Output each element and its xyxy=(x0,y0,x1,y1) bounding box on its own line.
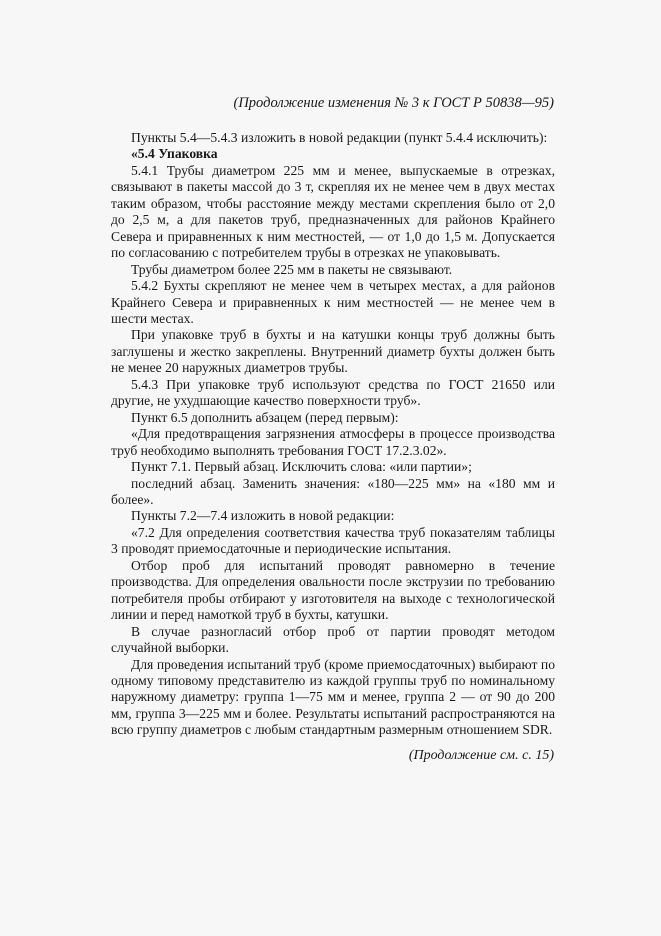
paragraph-7-1-last: последний абзац. Заменить значения: «180—225 мм» на «180 мм и более». xyxy=(111,475,555,507)
page-footer-continuation: (Продолжение см. с. 15) xyxy=(408,748,554,763)
paragraph-7-2-sampling: Отбор проб для испытаний проводят равномерно в течение производства. Для определения овальности после экструзии по требованию потребителя пробы отбирают у изготовителя на выходе с технологической линии и перед намоткой труб в бухты, катушки. xyxy=(111,557,555,623)
paragraph-7-2-groups: Для проведения испытаний труб (кроме приемосдаточных) выбирают по одному типовому представителю из каждой группы труб по номинальному наружному диаметру: группа 1—75 мм и менее, группа 2 — от 90 до 200 мм, группа 3—225 мм и более. Результаты испытаний распространяются на всю группу диаметров с любым стандартным размерным отношением SDR. xyxy=(111,656,555,738)
paragraph-7-2-7-4-intro: Пункты 7.2—7.4 изложить в новой редакции: xyxy=(131,508,395,524)
paragraph-7-1: Пункт 7.1. Первый абзац. Исключить слова: «или партии»; xyxy=(131,459,472,475)
paragraph-5-4-3: 5.4.3 При упаковке труб используют средства по ГОСТ 21650 или другие, не ухудшающие качество поверхности труб». xyxy=(111,376,555,409)
paragraph-5-4-1: 5.4.1 Трубы диаметром 225 мм и менее, выпускаемые в отрезках, связывают в пакеты массой до 3 т, скрепляя их не менее чем в двух местах таким образом, чтобы расстояние между местами скрепления было от 2,0 до 2,5 м, а для пакетов труб, предназначенных для районов Крайнего Севера и приравненных к ним местностей, — от 1,0 до 1,5 м. Допускается по согласованию с потребителем трубы в отрезках не упаковывать. xyxy=(111,162,555,261)
page-header-continuation: (Продолжение изменения № 3 к ГОСТ Р 50838—95) xyxy=(233,95,554,111)
paragraph-6-5-text: «Для предотвращения загрязнения атмосферы в процессе производства труб необходимо выполнять требования ГОСТ 17.2.3.02». xyxy=(111,426,555,458)
section-heading-5-4: «5.4 Упаковка xyxy=(131,146,218,162)
paragraph-5-4-2-coils: При упаковке труб в бухты и на катушки концы труб должны быть заглушены и жестко закреплены. Внутренний диаметр бухты должен быть не менее 20 наружных диаметров трубы. xyxy=(111,327,555,376)
paragraph-7-2-disputes: В случае разногласий отбор проб от партии проводят методом случайной выборки. xyxy=(111,623,555,656)
paragraph-6-5-intro: Пункт 6.5 дополнить абзацем (перед первым): xyxy=(131,409,399,425)
paragraph-5-4-2: 5.4.2 Бухты скрепляют не менее чем в четырех местах, а для районов Крайнего Севера и приравненных к ним местностей — не менее чем в шести местах. xyxy=(111,278,555,326)
paragraph-5-4-1-large-pipes: Трубы диаметром более 225 мм в пакеты не связывают. xyxy=(131,261,453,277)
paragraph-7-2: «7.2 Для определения соответствия качества труб показателям таблицы 3 проводят приемосдаточные и периодические испытания. xyxy=(111,524,555,557)
paragraph-intro-5-4: Пункты 5.4—5.4.3 изложить в новой редакции (пункт 5.4.4 исключить): xyxy=(131,130,548,145)
document-body xyxy=(111,130,555,739)
